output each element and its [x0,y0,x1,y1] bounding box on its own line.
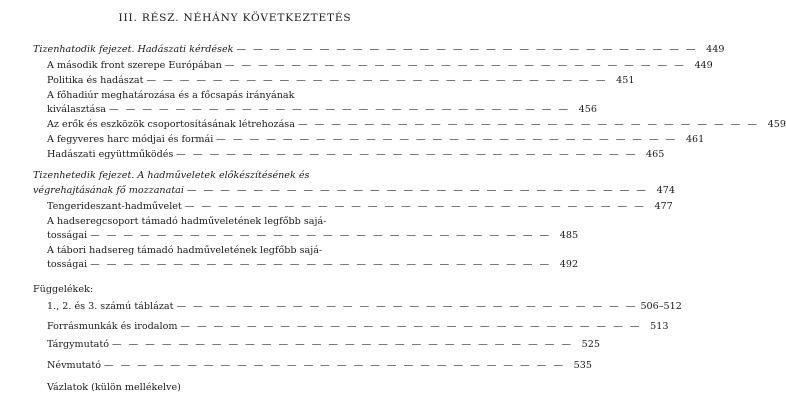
toc-item-text-line1: A tábori hadsereg támadó hadműveletének legfőbb sajá- [47,245,323,256]
appendix-item-text: Forrásmunkák és irodalom [47,321,178,332]
toc-item-page: 461 [685,134,705,145]
toc-item-text: Hadászati együttműködés [47,149,174,160]
dash-leader: — — — — — — — — — — — — — — — — — — — — — — — — — — — — [184,201,646,212]
toc-item-text-line1: A főhadiúr meghatározása és a főcsapás irányának [47,90,295,101]
chapter-16-title: Tizenhatodik fejezet. Hadászati kérdések [33,44,234,55]
toc-item-page: 477 [654,201,673,212]
dash-leader: — — — — — — — — — — — — — — — — — — — — — — — — — — — — [103,360,565,371]
toc-item-text: Tengerideszant-hadművelet [47,201,182,212]
toc-item [47,60,713,71]
toc-item [47,134,705,145]
dash-leader: — — — — — — — — — — — — — — — — — — — — — — — — — — — — [112,339,573,350]
toc-item-text-line2: tosságai [47,259,88,270]
dash-leader: — — — — — — — — — — — — — — — — — — — — — — — — — — — — [146,75,608,86]
toc-item-page: 459 [767,119,786,130]
dash-leader: — — — — — — — — — — — — — — — — — — — — — — — — — — — — [236,44,698,55]
toc-item [47,104,597,115]
appendix-item [47,360,592,371]
appendix-item [47,339,600,350]
toc-item [47,259,579,270]
appendix-item-text: Névmutató [47,360,101,371]
dash-leader: — — — — — — — — — — — — — — — — — — — — — — — — — — — — [109,104,570,115]
appendix-item-text: Tárgymutató [47,339,110,350]
dash-leader: — — — — — — — — — — — — — — — — — — — — — — — — — — — — [216,134,678,145]
dash-leader: — — — — — — — — — — — — — — — — — — — — — — — — — — — — [224,60,686,71]
appendix-item-page: 535 [573,360,592,371]
chapter-17-page: 474 [656,185,675,196]
toc-item-page: 492 [559,259,579,270]
toc-item [47,201,673,212]
toc-item [47,75,635,86]
toc-item-text: A második front szerepe Európában [47,60,222,71]
toc-item-text: Az erők és eszközök csoportosításának létrehozása [47,119,295,130]
dash-leader: — — — — — — — — — — — — — — — — — — — — — — — — — — — — [176,301,638,312]
toc-item-text-line2: tosságai [47,230,88,241]
toc-item-text-line2: kiválasztása [47,104,107,115]
chapter-16-page: 449 [706,44,725,55]
appendix-item [47,321,669,332]
appendix-item-page: 525 [581,339,600,350]
toc-item [47,119,786,130]
chapter-17-entry [33,185,675,196]
toc-item-page: 449 [694,60,713,71]
dash-leader: — — — — — — — — — — — — — — — — — — — — — — — — — — — — [90,259,552,270]
toc-item [47,149,665,160]
chapter-17-title-line1: Tizenhetedik fejezet. A hadműveletek előkészítésének és [33,170,310,181]
dash-leader: — — — — — — — — — — — — — — — — — — — — — — — — — — — — [176,149,638,160]
dash-leader: — — — — — — — — — — — — — — — — — — — — — — — — — — — — [186,185,648,196]
toc-item [47,230,579,241]
dash-leader: — — — — — — — — — — — — — — — — — — — — — — — — — — — — [297,119,759,130]
appendix-item [47,301,682,312]
toc-item-text: A fegyveres harc módjai és formái [47,134,214,145]
toc-item-page: 456 [578,104,597,115]
chapter-17-title-line2: végrehajtásának fő mozzanatai [33,185,184,196]
appendix-item-page: 506–512 [640,301,682,312]
dash-leader: — — — — — — — — — — — — — — — — — — — — — — — — — — — — [180,321,642,332]
sketches-note: Vázlatok (külön mellékelve) [47,382,181,393]
appendix-label: Függelékek: [33,284,94,295]
part-heading: III. RÉSZ. NÉHÁNY KÖVETKEZTETÉS [118,12,352,24]
toc-item-page: 451 [616,75,635,86]
appendix-item-text: 1., 2. és 3. számú táblázat [47,301,174,312]
toc-item-text-line1: A hadseregcsoport támadó hadműveletének legfőbb sajá- [47,216,327,227]
toc-item-page: 485 [559,230,579,241]
chapter-16-entry [33,44,725,55]
appendix-item-page: 513 [650,321,669,332]
toc-item-page: 465 [646,149,665,160]
dash-leader: — — — — — — — — — — — — — — — — — — — — — — — — — — — — [90,230,552,241]
toc-item-text: Politika és hadászat [47,75,144,86]
